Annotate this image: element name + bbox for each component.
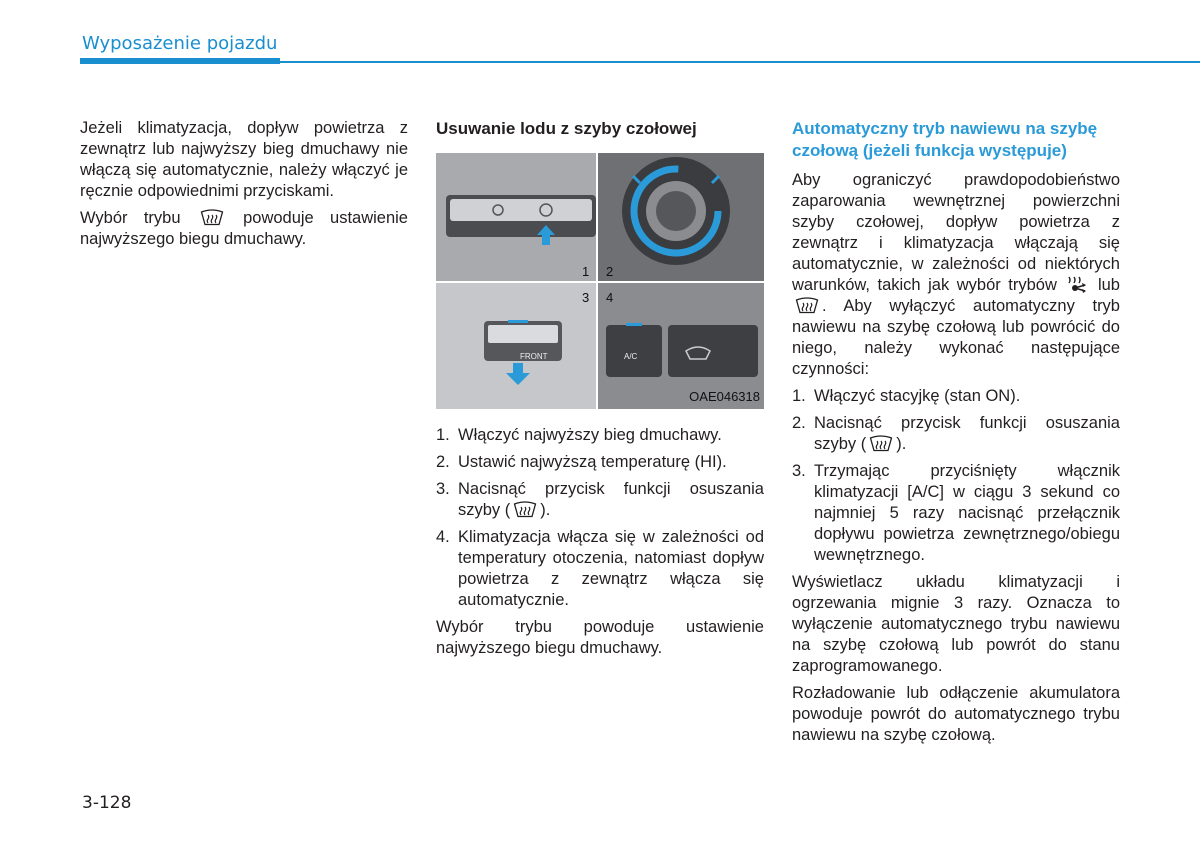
paragraph-mode-closing: Wybór trybu powoduje ustawienie najwyższego biegu dmuchawy. [436, 618, 764, 657]
step-text: Włączyć stacyjkę (stan ON). [814, 387, 1021, 405]
step-text: Ustawić najwyższą temperaturę (HI). [458, 453, 727, 471]
mode-text-before: Wybór trybu [80, 209, 181, 227]
mode-text-after: powoduje ustawienie najwyższego biegu dmuchawy. [80, 209, 408, 248]
auto-defog-steps [792, 386, 1120, 566]
defrost-steps [436, 425, 764, 611]
step-text: Klimatyzacja włącza się w zależności od temperatury otoczenia, natomiast dopływ powietrza z zewnątrz włącza się automatycznie. [458, 528, 764, 609]
step-number: 4. [436, 528, 450, 546]
page-number: 3-128 [82, 793, 132, 813]
step-text [814, 413, 1120, 455]
panel-number-1: 1 [582, 264, 590, 279]
section-title: Wyposażenie pojazdu [82, 33, 278, 54]
paragraph-mode-selection [80, 208, 408, 250]
column-left [80, 118, 408, 256]
intro-text-middle: lub [1097, 276, 1120, 294]
intro-text-before: Aby ograniczyć prawdopodobieństwo zaparowania wewnętrznej powierzchni szyby czołowej, dopływ powietrza z zewnątrz i klimatyzacja włączają się automatycznie, w zależności od niektórych warunków, takich jak wybór trybów [792, 171, 1120, 294]
defrost-icon [869, 435, 893, 452]
step-number: 3. [792, 462, 806, 480]
defrost-icon [200, 209, 224, 226]
step-number: 2. [792, 414, 806, 432]
list-item [436, 479, 764, 521]
button-label-front: FRONT [520, 352, 548, 361]
paragraph-battery-reset: Rozładowanie lub odłączenie akumulatora powoduje powrót do automatycznego trybu nawiewu na szybę czołową. [792, 684, 1120, 744]
column-middle [436, 118, 764, 665]
list-item [792, 461, 1120, 566]
header-rule-accent [80, 58, 280, 64]
paragraph-auto-intro [792, 170, 1120, 380]
list-item [436, 425, 764, 446]
figure-climate-controls [436, 153, 764, 409]
defrost-icon [795, 297, 819, 314]
step-number: 2. [436, 453, 450, 471]
auto-defrost-icon [1066, 275, 1088, 293]
intro-text-after: . Aby wyłączyć automatyczny tryb nawiewu na szybę czołową lub powrócić do niego, należy wykonać następujące czynności: [792, 297, 1120, 378]
list-item [792, 413, 1120, 455]
list-item [436, 452, 764, 473]
step-number: 1. [436, 426, 450, 444]
paragraph-manual-activation: Jeżeli klimatyzacja, dopływ powietrza z zewnątrz lub najwyższy bieg dmuchawy nie włączą się automatycznie, należy włączyć je ręcznie odpowiednimi przyciskami. [80, 119, 408, 200]
defrost-icon [513, 501, 537, 518]
heading-defrost-windshield: Usuwanie lodu z szyby czołowej [436, 119, 697, 138]
step-text-after: ). [896, 435, 907, 453]
figure-code: OAE046318 [689, 389, 760, 404]
step-number: 3. [436, 480, 450, 498]
step-text-before: Nacisnąć przycisk funkcji osuszania szyby ( [458, 480, 764, 519]
step-text-after: ). [540, 501, 551, 519]
step-text: Trzymając przyciśnięty włącznik klimatyzacji [A/C] w ciągu 3 sekund co najmniej 5 razy nacisnąć przełącznik dopływu powietrza zewnętrznego/obiegu wewnętrznego. [814, 462, 1120, 564]
step-text [458, 479, 764, 521]
button-label-ac: A/C [624, 352, 638, 361]
step-text: Włączyć najwyższy bieg dmuchawy. [458, 426, 722, 444]
panel-number-4: 4 [606, 290, 614, 305]
paragraph-display-blink: Wyświetlacz układu klimatyzacji i ogrzewania mignie 3 razy. Oznacza to wyłączenie automatycznego trybu nawiewu na szybę czołową lub powrót do stanu zaprogramowanego. [792, 573, 1120, 675]
list-item [436, 527, 764, 611]
step-text-before: Nacisnąć przycisk funkcji osuszania szyby ( [814, 414, 1120, 453]
heading-auto-defog: Automatyczny tryb nawiewu na szybę czołową (jeżeli funkcja występuje) [792, 119, 1098, 160]
list-item [792, 386, 1120, 407]
panel-number-2: 2 [606, 264, 614, 279]
column-right [792, 118, 1120, 752]
step-number: 1. [792, 387, 806, 405]
panel-number-3: 3 [582, 290, 590, 305]
header-rule [280, 61, 1200, 63]
